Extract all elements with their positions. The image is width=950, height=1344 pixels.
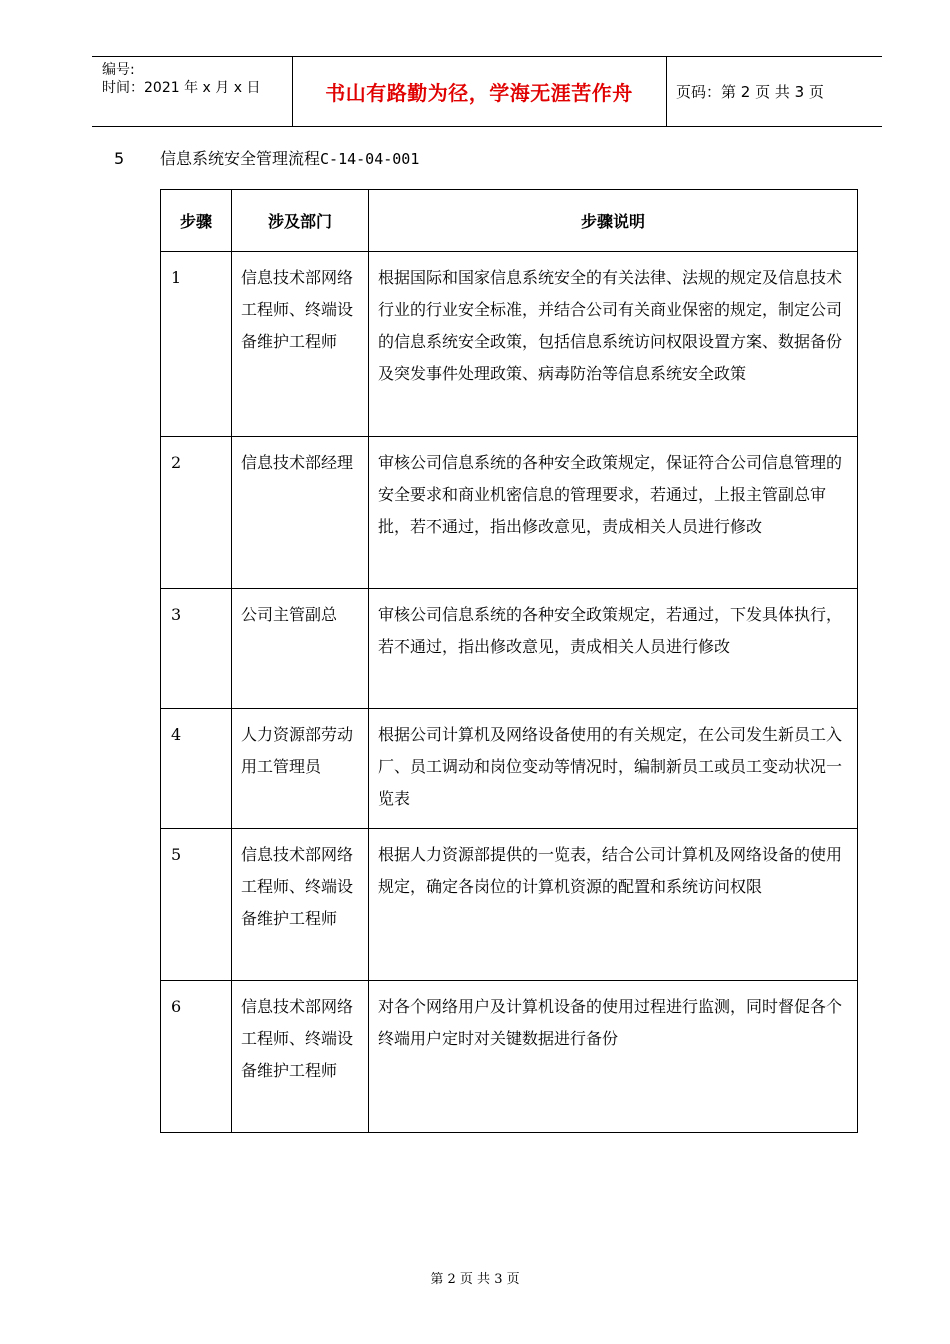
header-motto: 书山有路勤为径，学海无涯苦作舟 (325, 81, 633, 105)
page-footer: 第 2 页 共 3 页 (430, 1272, 520, 1287)
step-department: 信息技术部网络工程师、终端设备维护工程师 (232, 829, 369, 981)
step-number: 4 (161, 709, 232, 829)
step-number: 6 (161, 981, 232, 1133)
step-description: 对各个网络用户及计算机设备的使用过程进行监测，同时督促各个终端用户定时对关键数据进行备份 (369, 981, 858, 1133)
section-heading (114, 147, 419, 171)
step-department: 信息技术部经理 (232, 437, 369, 589)
process-table (160, 189, 858, 1133)
section-title: 信息系统安全管理流程 (160, 149, 321, 168)
column-header-dept: 涉及部门 (232, 190, 369, 252)
step-description: 根据公司计算机及网络设备使用的有关规定，在公司发生新员工入厂、员工调动和岗位变动等情况时，编制新员工或员工变动状况一览表 (369, 709, 858, 829)
step-description: 审核公司信息系统的各种安全政策规定，保证符合公司信息管理的安全要求和商业机密信息的管理要求，若通过，上报主管副总审批，若不通过，指出修改意见，责成相关人员进行修改 (369, 437, 858, 589)
step-description: 根据人力资源部提供的一览表，结合公司计算机及网络设备的使用规定，确定各岗位的计算机资源的配置和系统访问权限 (369, 829, 858, 981)
header-number-label: 编号: (102, 62, 135, 78)
step-number: 2 (161, 437, 232, 589)
table-row (161, 252, 858, 437)
table-row (161, 829, 858, 981)
step-department: 公司主管副总 (232, 589, 369, 709)
table-row (161, 709, 858, 829)
step-description: 审核公司信息系统的各种安全政策规定，若通过，下发具体执行，若不通过，指出修改意见，责成相关人员进行修改 (369, 589, 858, 709)
column-header-step: 步骤 (161, 190, 232, 252)
section-code: C-14-04-001 (320, 150, 420, 168)
header-divider (666, 57, 667, 126)
step-department: 人力资源部劳动用工管理员 (232, 709, 369, 829)
table-row (161, 981, 858, 1133)
header-page-info: 页码：第 2 页 共 3 页 (676, 83, 824, 101)
step-department: 信息技术部网络工程师、终端设备维护工程师 (232, 981, 369, 1133)
step-description: 根据国际和国家信息系统安全的有关法律、法规的规定及信息技术行业的行业安全标准，并结合公司有关商业保密的规定，制定公司的信息系统安全政策，包括信息系统访问权限设置方案、数据备份及突发事件处理政策、病毒防治等信息系统安全政策 (369, 252, 858, 437)
step-number: 1 (161, 252, 232, 437)
table-header-row (161, 190, 858, 252)
table-row (161, 437, 858, 589)
header-time-label: 时间：2021 年 x 月 x 日 (102, 80, 261, 96)
header-meta (102, 61, 288, 97)
step-number: 5 (161, 829, 232, 981)
table-row (161, 589, 858, 709)
step-number: 3 (161, 589, 232, 709)
step-department: 信息技术部网络工程师、终端设备维护工程师 (232, 252, 369, 437)
column-header-desc: 步骤说明 (369, 190, 858, 252)
section-number: 5 (114, 149, 125, 168)
page-header (92, 56, 882, 127)
